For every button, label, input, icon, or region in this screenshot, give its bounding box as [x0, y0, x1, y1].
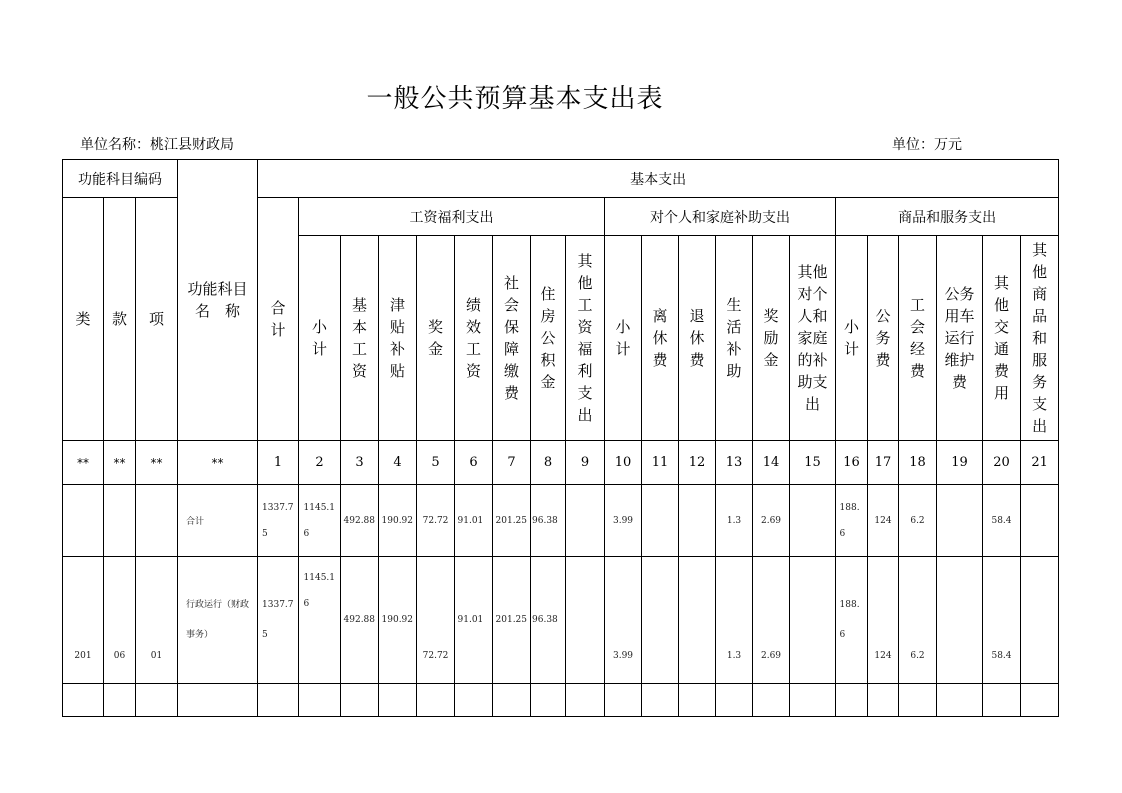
data-cell: 72.72	[417, 485, 455, 557]
index-cell: 15	[790, 441, 836, 485]
data-cell	[531, 485, 566, 557]
data-cell	[679, 557, 716, 684]
data-cell: 3.99	[605, 557, 642, 684]
index-cell: 21	[1021, 441, 1059, 485]
col-header-18: 工会经费	[899, 236, 937, 441]
data-cell	[790, 557, 836, 684]
data-cell	[493, 485, 531, 557]
cell-value: 492.88	[343, 515, 376, 526]
index-cell: 13	[716, 441, 753, 485]
total-header-text: 合计	[270, 299, 286, 339]
data-cell	[493, 557, 531, 684]
col-header-20: 其他交通费用	[983, 236, 1021, 441]
data-cell	[566, 485, 605, 557]
table-row	[63, 485, 1059, 557]
total-cell	[258, 557, 299, 684]
data-cell	[379, 485, 417, 557]
name-cell	[178, 557, 258, 684]
data-cell	[455, 557, 493, 684]
func-code-header: 功能科目编码	[63, 160, 178, 198]
xiang-cell	[136, 485, 178, 557]
data-cell: 3.99	[605, 485, 642, 557]
total-header	[258, 198, 299, 441]
index-cell: 7	[493, 441, 531, 485]
goods-group-header: 商品和服务支出	[836, 198, 1059, 236]
empty-cell	[341, 684, 379, 717]
empty-cell	[605, 684, 642, 717]
col-header-17: 公务费	[868, 236, 899, 441]
data-cell	[937, 557, 983, 684]
data-cell	[299, 485, 341, 557]
cell-value: 1145.16	[303, 502, 336, 539]
cell-value: 201.25	[495, 615, 528, 625]
empty-cell	[63, 684, 104, 717]
kuan-cell: 06	[104, 557, 136, 684]
lei-header	[63, 198, 104, 441]
index-cell: **	[178, 441, 258, 485]
data-cell: 1.3	[716, 557, 753, 684]
index-cell: 14	[753, 441, 790, 485]
kuan-header-text: 款	[112, 310, 128, 328]
empty-cell	[836, 684, 868, 717]
data-cell: 2.69	[753, 557, 790, 684]
index-cell: 16	[836, 441, 868, 485]
data-cell	[790, 485, 836, 557]
empty-cell	[531, 684, 566, 717]
empty-cell	[493, 684, 531, 717]
empty-cell	[868, 684, 899, 717]
data-cell	[531, 557, 566, 684]
personal-group-header: 对个人和家庭补助支出	[605, 198, 836, 236]
col-header-7: 社会保障缴费	[493, 236, 531, 441]
table-row	[63, 557, 1059, 684]
col-header-5: 奖金	[417, 236, 455, 441]
empty-cell	[899, 684, 937, 717]
index-cell: 2	[299, 441, 341, 485]
cell-value: 96.38	[532, 615, 558, 625]
cell-value: 492.88	[343, 615, 376, 625]
xiang-header-text: 项	[149, 310, 165, 328]
empty-cell	[178, 684, 258, 717]
empty-cell	[983, 684, 1021, 717]
data-cell	[642, 557, 679, 684]
index-cell: 18	[899, 441, 937, 485]
page-title: 一般公共预算基本支出表	[366, 84, 664, 114]
kuan-header	[104, 198, 136, 441]
index-cell: 3	[341, 441, 379, 485]
empty-cell	[753, 684, 790, 717]
empty-row	[63, 684, 1059, 717]
data-cell	[341, 557, 379, 684]
index-cell: 11	[642, 441, 679, 485]
data-cell: 124	[868, 557, 899, 684]
data-cell	[642, 485, 679, 557]
empty-cell	[379, 684, 417, 717]
col-header-4: 津贴补贴	[379, 236, 417, 441]
col-header-19: 公务用车运行维护费	[937, 236, 983, 441]
data-cell	[937, 485, 983, 557]
col-header-11: 离休费	[642, 236, 679, 441]
index-cell: 4	[379, 441, 417, 485]
col-header-3: 基本工资	[341, 236, 379, 441]
name-value: 行政运行（财政事务）	[186, 600, 250, 640]
data-cell: 58.4	[983, 557, 1021, 684]
index-cell: 1	[258, 441, 299, 485]
empty-cell	[642, 684, 679, 717]
empty-cell	[258, 684, 299, 717]
cell-value: 91.01	[457, 515, 484, 526]
lei-cell: 201	[63, 557, 104, 684]
xiang-header	[136, 198, 178, 441]
total-cell	[258, 485, 299, 557]
cell-value: 96.38	[532, 515, 558, 526]
empty-cell	[104, 684, 136, 717]
kuan-cell	[104, 485, 136, 557]
index-cell: 8	[531, 441, 566, 485]
index-cell: 19	[937, 441, 983, 485]
cell-value: 190.92	[381, 615, 414, 625]
data-cell	[1021, 557, 1059, 684]
empty-cell	[136, 684, 178, 717]
index-cell: 10	[605, 441, 642, 485]
lei-cell	[63, 485, 104, 557]
empty-cell	[566, 684, 605, 717]
empty-cell	[1021, 684, 1059, 717]
data-cell: 1.3	[716, 485, 753, 557]
budget-table	[62, 159, 1059, 717]
data-cell: 124	[868, 485, 899, 557]
col-header-6: 绩效工资	[455, 236, 493, 441]
data-cell	[836, 557, 868, 684]
func-name-header-text: 功能科目名 称	[187, 280, 248, 320]
col-header-14: 奖励金	[753, 236, 790, 441]
name-cell: 合计	[178, 485, 258, 557]
empty-cell	[716, 684, 753, 717]
data-cell	[836, 485, 868, 557]
data-cell	[566, 557, 605, 684]
lei-header-text: 类	[75, 310, 91, 328]
col-header-16: 小计	[836, 236, 868, 441]
unit-name-label: 单位名称：桃江县财政局	[80, 137, 234, 153]
index-cell: 20	[983, 441, 1021, 485]
empty-cell	[937, 684, 983, 717]
total-value: 1337.75	[262, 502, 294, 539]
index-cell: 12	[679, 441, 716, 485]
col-header-2: 小计	[299, 236, 341, 441]
col-header-21: 其他商品和服务支出	[1021, 236, 1059, 441]
empty-cell	[299, 684, 341, 717]
data-cell: 58.4	[983, 485, 1021, 557]
data-cell	[679, 485, 716, 557]
empty-cell	[679, 684, 716, 717]
data-cell	[1021, 485, 1059, 557]
cell-value: 188.6	[839, 600, 860, 640]
empty-cell	[455, 684, 493, 717]
data-cell	[341, 485, 379, 557]
cell-value: 188.6	[839, 502, 860, 539]
index-cell: **	[104, 441, 136, 485]
index-cell: **	[63, 441, 104, 485]
data-cell	[299, 557, 341, 684]
col-header-12: 退休费	[679, 236, 716, 441]
xiang-cell: 01	[136, 557, 178, 684]
func-name-header	[178, 160, 258, 441]
col-header-15: 其他对个人和家庭的补助支出	[790, 236, 836, 441]
unit-label: 单位：万元	[892, 137, 962, 153]
cell-value: 1145.16	[303, 573, 336, 609]
data-cell: 2.69	[753, 485, 790, 557]
index-cell: 9	[566, 441, 605, 485]
col-header-10: 小计	[605, 236, 642, 441]
total-value: 1337.75	[262, 600, 294, 640]
cell-value: 201.25	[495, 515, 528, 526]
data-cell: 72.72	[417, 557, 455, 684]
empty-cell	[790, 684, 836, 717]
index-row	[63, 441, 1059, 485]
data-cell: 6.2	[899, 557, 937, 684]
col-header-13: 生活补助	[716, 236, 753, 441]
data-cell: 6.2	[899, 485, 937, 557]
index-cell: **	[136, 441, 178, 485]
cell-value: 91.01	[457, 615, 484, 625]
index-cell: 5	[417, 441, 455, 485]
index-cell: 17	[868, 441, 899, 485]
cell-value: 190.92	[381, 515, 414, 526]
index-cell: 6	[455, 441, 493, 485]
col-header-9: 其他工资福利支出	[566, 236, 605, 441]
data-cell	[455, 485, 493, 557]
empty-cell	[417, 684, 455, 717]
basic-expense-header: 基本支出	[258, 160, 1059, 198]
col-header-8: 住房公积金	[531, 236, 566, 441]
salary-group-header: 工资福利支出	[299, 198, 605, 236]
data-cell	[379, 557, 417, 684]
